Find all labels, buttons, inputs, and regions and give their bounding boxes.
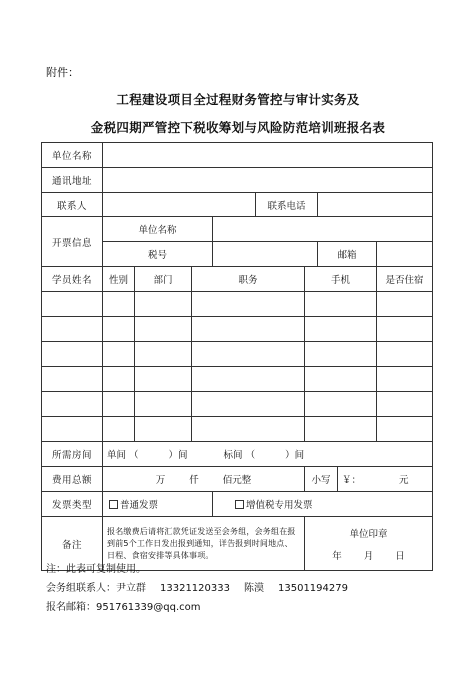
fee-qian: 仟 — [189, 475, 199, 486]
contact-person-label: 联系人 — [42, 193, 103, 217]
contact1-name: 尹立群 — [116, 583, 146, 594]
remarks-text: 报名缴费后请将汇款凭证发送至会务组，会务组在报到前5个工作日发出报到通知，详告报到时间地点、日程、食宿安排等具体事项。 — [103, 517, 305, 571]
mobile-header: 手机 — [305, 267, 377, 292]
currency-symbol: ￥： — [342, 475, 362, 486]
registration-form — [41, 142, 433, 571]
seal-area — [305, 517, 433, 571]
tax-number-label: 税号 — [103, 242, 213, 267]
remarks-label: 备注 — [42, 517, 103, 571]
fee-wan: 万 — [155, 475, 166, 486]
tax-number-field[interactable] — [213, 242, 318, 267]
seal-day: 日 — [395, 550, 405, 562]
fee-lowercase-field[interactable] — [338, 467, 433, 492]
contact-phone-field[interactable] — [318, 193, 433, 217]
email-field[interactable] — [377, 242, 433, 267]
normal-invoice-option[interactable] — [103, 492, 213, 517]
fee-bai: 佰元整 — [222, 475, 252, 486]
form-title-line2: 金税四期严管控下税收筹划与风险防范培训班报名表 — [90, 120, 386, 135]
room-label: 所需房间 — [42, 442, 103, 467]
email-link[interactable]: 951761339@qq.com — [96, 602, 201, 613]
company-name-field[interactable] — [103, 143, 433, 168]
student-row — [42, 292, 433, 317]
contact2-phone: 13501194279 — [278, 583, 348, 594]
student-row — [42, 317, 433, 342]
email-label: 邮箱 — [318, 242, 377, 267]
student-row — [42, 367, 433, 392]
attachment-label: 附件： — [46, 66, 79, 79]
gender-header: 性别 — [103, 267, 135, 292]
position-header: 职务 — [192, 267, 305, 292]
normal-invoice-label: 普通发票 — [120, 500, 159, 511]
address-label: 通讯地址 — [42, 168, 103, 193]
seal-label: 单位印章 — [349, 528, 388, 540]
form-title-line1: 工程建设项目全过程财务管控与审计实务及 — [116, 92, 360, 107]
footer-contacts — [46, 579, 348, 594]
seal-month: 月 — [363, 550, 374, 562]
email-label: 报名邮箱： — [46, 602, 96, 613]
invoice-company-name-field[interactable] — [213, 217, 433, 242]
checkbox-icon[interactable] — [109, 500, 118, 509]
invoice-company-name-label: 单位名称 — [103, 217, 213, 242]
student-name-header: 学员姓名 — [42, 267, 103, 292]
department-header: 部门 — [135, 267, 192, 292]
fee-label: 费用总额 — [42, 467, 103, 492]
contact-phone-label: 联系电话 — [256, 193, 318, 217]
standard-room-suffix: ）间 — [285, 450, 305, 461]
fee-lowercase-label: 小写 — [305, 467, 338, 492]
footer-note: 注：此表可复制使用。 — [46, 564, 146, 575]
vat-invoice-option[interactable] — [213, 492, 433, 517]
company-name-label: 单位名称 — [42, 143, 103, 168]
room-field[interactable] — [103, 442, 433, 467]
vat-invoice-label: 增值税专用发票 — [246, 500, 313, 511]
contacts-label: 会务组联系人： — [46, 583, 116, 594]
student-row — [42, 417, 433, 442]
footer-email — [46, 598, 201, 613]
invoice-info-label: 开票信息 — [42, 217, 103, 267]
standard-room-prefix: 标间 （ — [223, 450, 256, 461]
contact1-phone: 13321120333 — [160, 583, 230, 594]
invoice-type-label: 发票类型 — [42, 492, 103, 517]
single-room-prefix: 单间 （ — [107, 450, 139, 461]
student-row — [42, 392, 433, 417]
seal-year: 年 — [332, 550, 342, 562]
address-field[interactable] — [103, 168, 433, 193]
contact-person-field[interactable] — [103, 193, 256, 217]
contact2-name: 陈漠 — [244, 583, 264, 594]
student-row — [42, 342, 433, 367]
fee-uppercase-field[interactable] — [103, 467, 305, 492]
single-room-suffix: ）间 — [168, 450, 188, 461]
fee-yuan: 元 — [399, 475, 409, 486]
lodging-header: 是否住宿 — [377, 267, 433, 292]
checkbox-icon[interactable] — [235, 500, 244, 509]
